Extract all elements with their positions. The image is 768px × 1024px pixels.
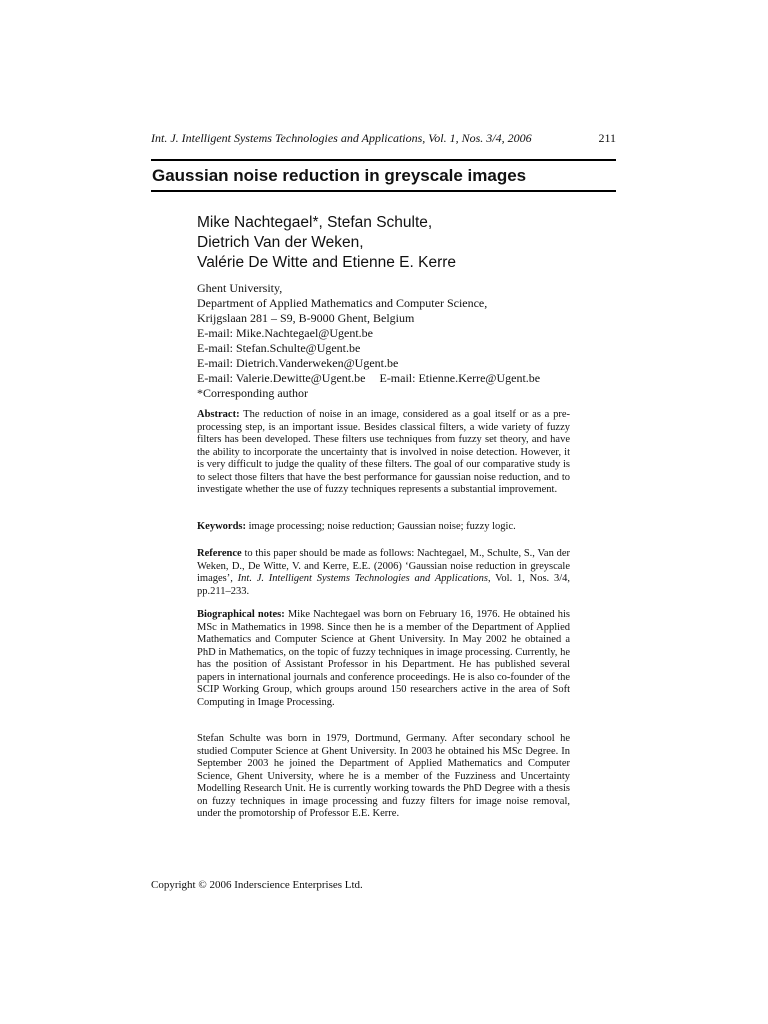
email-line: E-mail: Dietrich.Vanderweken@Ugent.be — [197, 356, 399, 370]
paper-title: Gaussian noise reduction in greyscale images — [152, 166, 527, 185]
bio-label: Biographical notes: — [197, 609, 285, 620]
reference-journal: Int. J. Intelligent Systems Technologies and Applications — [237, 573, 488, 584]
email-line: E-mail: Stefan.Schulte@Ugent.be — [197, 341, 361, 355]
author-list — [197, 213, 617, 273]
reference-section — [197, 548, 570, 598]
author-line: Valérie De Witte and Etienne E. Kerre — [197, 254, 457, 271]
bio-nachtegael: Mike Nachtegael was born on February 16, 1976. He obtained his MSc in Mathematics in 1998. Since then he is a member of the Department of Applied Mathematics and Computer Science at Ghent University. In May 2002 he obtained a PhD in Mathematics, on the topic of fuzzy techniques in image processing. Currently, he has the position of Assistant Professor in his Department. He has published several papers in international journals and conference proceedings. He is also co-founder of the SCIP Working Group, which groups around 150 researchers active in the area of Soft Computing in Image Processing. — [197, 609, 571, 708]
affiliation-line: Krijgslaan 281 – S9, B-9000 Ghent, Belgium — [197, 311, 415, 325]
running-head — [151, 131, 616, 146]
keywords-text: image processing; noise reduction; Gaussian noise; fuzzy logic. — [248, 521, 516, 532]
copyright-notice: Copyright © 2006 Inderscience Enterprises Ltd. — [151, 879, 363, 891]
reference-text-end: , Vol. 1, Nos. 3/4, pp.211–233. — [197, 573, 571, 597]
keywords-label: Keywords: — [197, 521, 246, 532]
abstract-text: The reduction of noise in an image, considered as a goal itself or as a pre-processing step, is an important issue. Besides classical filters, a wide variety of fuzzy filters has been developed. These filters use techniques from fuzzy set theory, and have the ability to incorporate the uncertainty that is involved in noise detection. However, it is very difficult to judge the quality of these filters. The goal of our comparative study is to select those filters that have the best performance for gaussian noise reduction, and to investigate whether the use of fuzzy techniques represents a substantial improvement. — [197, 409, 571, 495]
affiliation-block — [197, 281, 617, 401]
bio-schulte: Stefan Schulte was born in 1979, Dortmund, Germany. After secondary school he studied Computer Science at Ghent University. In 2003 he obtained his MSc Degree. In September 2003 he joined the Department of Applied Mathematics and Computer Science, Ghent University, where he is a member of the Fuzziness and Uncertainty Modelling Research Unit. He is currently working towards the PhD Degree with a thesis on fuzzy techniques in image processing and fuzzy filters for image noise removal, under the promotorship of Professor E.E. Kerre. — [197, 733, 570, 819]
biography-section-2 — [197, 733, 570, 821]
journal-citation: Int. J. Intelligent Systems Technologies and Applications, Vol. 1, Nos. 3/4, 2006 — [151, 131, 532, 145]
email-valerie: E-mail: Valerie.Dewitte@Ugent.be — [197, 371, 366, 385]
biography-section — [197, 609, 570, 709]
reference-text: to this paper should be made as follows: Nachtegael, M., Schulte, S., Van der Weken, D., De Witte, V. and Kerre, E.E. (2006) ‘Gaussian noise reduction in greyscale images’, — [197, 548, 570, 584]
affiliation-line: Ghent University, — [197, 281, 283, 295]
page-number: 211 — [598, 131, 616, 145]
email-etienne: E-mail: Etienne.Kerre@Ugent.be — [379, 371, 541, 385]
abstract-label: Abstract: — [197, 409, 240, 420]
keywords-section — [197, 521, 570, 534]
abstract-section — [197, 409, 570, 497]
author-line: Dietrich Van der Weken, — [197, 234, 364, 251]
author-line: Mike Nachtegael*, Stefan Schulte, — [197, 214, 433, 231]
corresponding-author-note: *Corresponding author — [197, 386, 308, 400]
title-rule-top — [151, 159, 616, 161]
reference-label: Reference — [197, 548, 242, 559]
title-rule-bottom — [151, 190, 616, 192]
email-line: E-mail: Mike.Nachtegael@Ugent.be — [197, 326, 373, 340]
affiliation-line: Department of Applied Mathematics and Computer Science, — [197, 296, 488, 310]
email-line-shared — [197, 371, 617, 386]
